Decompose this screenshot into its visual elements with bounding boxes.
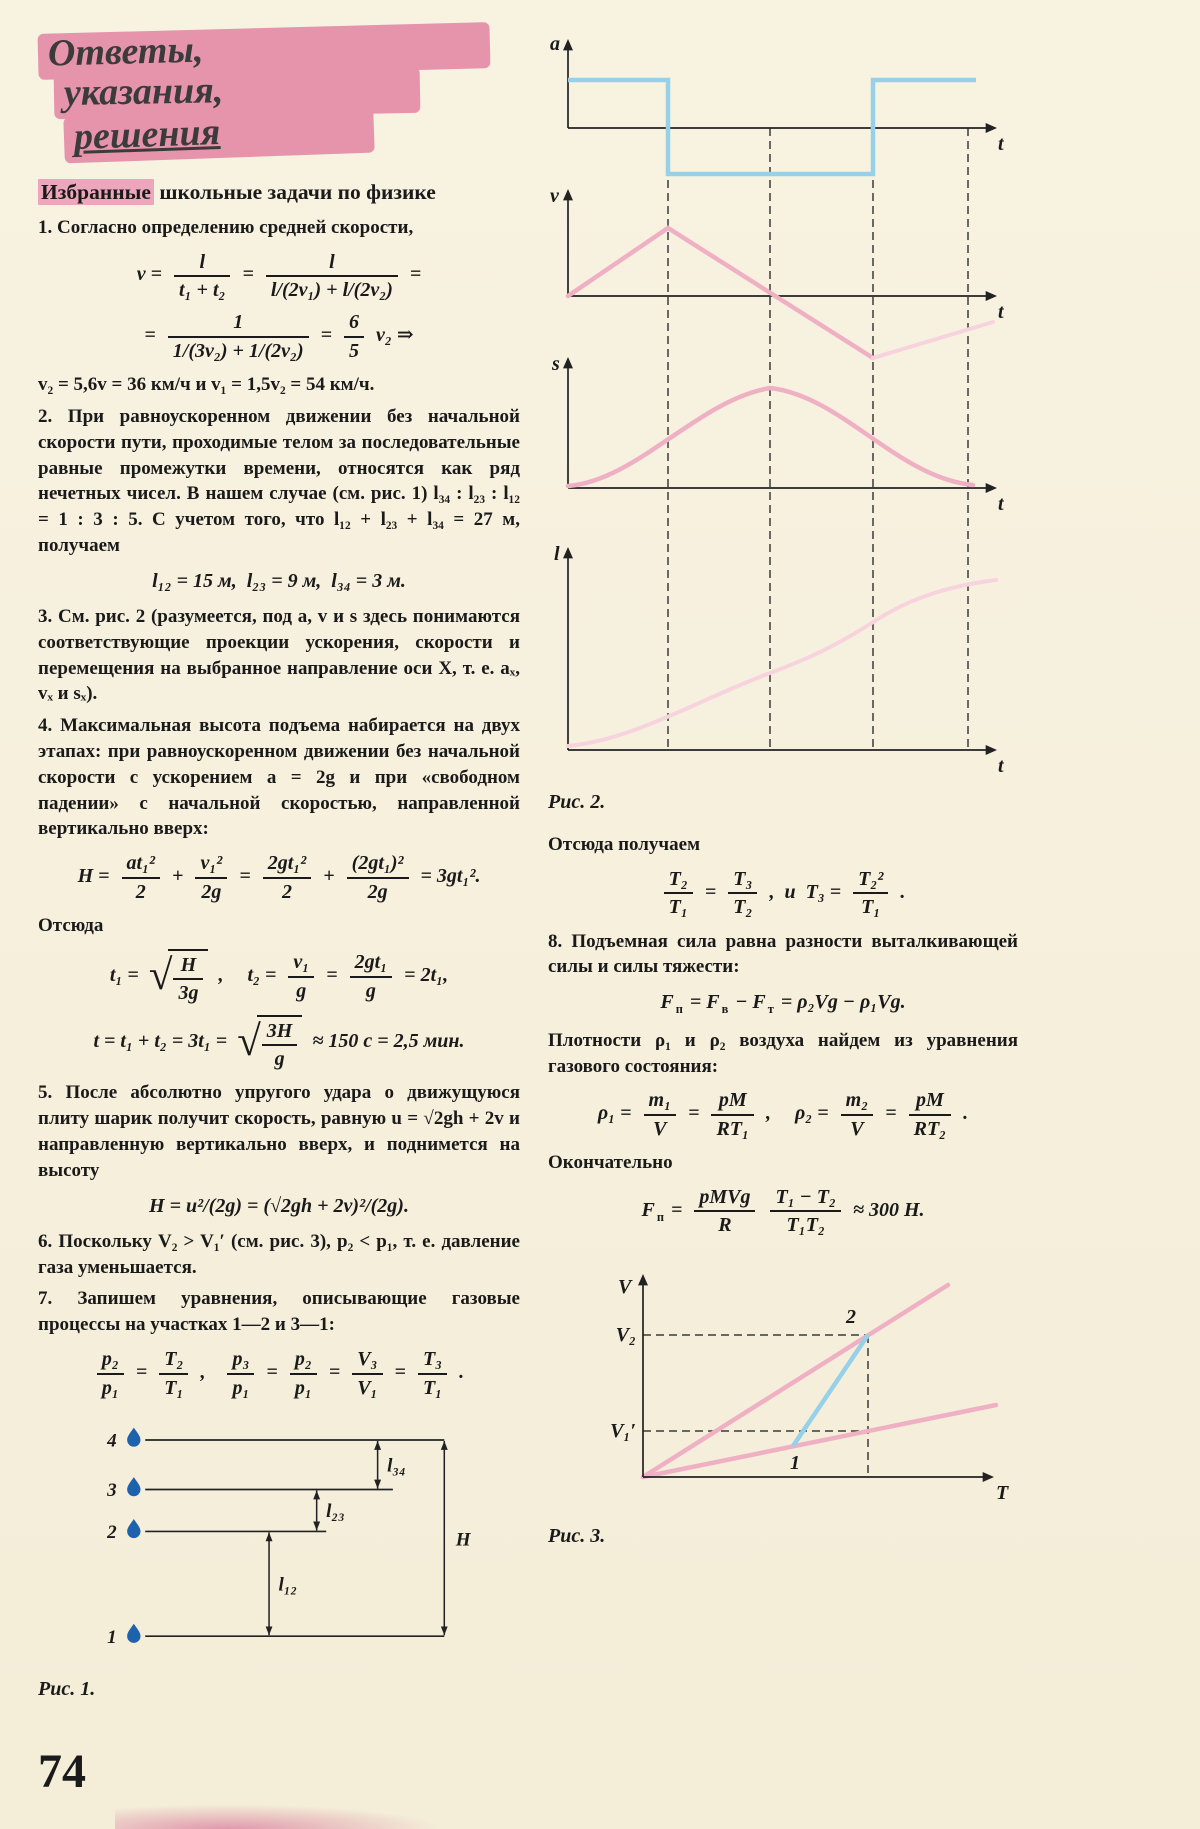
math-text: ρ₂ = — [795, 1102, 829, 1125]
fraction-numerator: 1 — [168, 311, 309, 337]
water-drop-icon — [127, 1624, 140, 1643]
fraction — [227, 1348, 254, 1399]
problem-1-formula-line1 — [38, 251, 520, 302]
problem-5-text: 5. После абсолютно упругого удара о движущуюся плиту шарик получит скорость, равную u = √2gh + 2v и направленную вертикально вверх, и поднимется на высоту — [38, 1082, 520, 1181]
fraction — [694, 1186, 755, 1237]
isochore-line-2 — [643, 1285, 948, 1477]
fraction — [350, 951, 393, 1002]
fraction — [262, 1020, 298, 1071]
figure-2 — [548, 28, 1018, 778]
problem-4-formula-2 — [38, 949, 520, 1005]
graph-pathlength — [554, 543, 1005, 777]
math-text: = — [326, 964, 338, 987]
fraction-numerator: pMVg — [694, 1186, 755, 1212]
fraction-denominator: T₁ — [861, 896, 881, 919]
figure-2-caption: Рис. 2. — [548, 791, 606, 813]
math-text: ≈ 150 с = 2,5 мин. — [312, 1030, 465, 1053]
fraction — [664, 868, 693, 919]
math-text: = — [665, 1199, 683, 1222]
level-number-3: 3 — [107, 1480, 117, 1502]
fraction-denominator: V — [850, 1117, 864, 1140]
velocity-curve — [568, 228, 873, 358]
graph-acceleration — [550, 33, 1005, 174]
problem-8-text: 8. Подъемная сила равна разности выталкивающей силы и силы тяжести: — [548, 930, 1018, 978]
axis-label-T: T — [996, 1481, 1009, 1504]
figure-1 — [90, 1415, 490, 1665]
problem-5-formula — [38, 1194, 520, 1219]
axis-label-t: t — [998, 493, 1004, 515]
dimension-labels — [279, 1455, 472, 1595]
fraction-denominator: T₂ — [733, 896, 753, 919]
pathlength-curve — [568, 580, 996, 746]
fraction-denominator: 5 — [349, 339, 360, 362]
fraction — [266, 251, 398, 302]
problem-8-formula-2 — [548, 1089, 1018, 1140]
title-rest: школьные задачи по физике — [153, 179, 436, 204]
math-text: , — [766, 1102, 786, 1125]
problem-1-formula-line2 — [38, 311, 520, 362]
problem-8-formula-3 — [548, 1186, 1018, 1237]
label-point-1: 1 — [790, 1451, 800, 1474]
fraction — [841, 1089, 874, 1140]
radicand — [168, 949, 208, 1005]
problem-2-result — [38, 569, 520, 594]
fraction-denominator: 2 — [135, 880, 146, 903]
axis-label-t: t — [998, 133, 1004, 155]
fraction — [418, 1348, 447, 1399]
fraction-numerator: at₁² — [122, 852, 161, 878]
fraction-numerator: pM — [711, 1089, 754, 1115]
problem-6-text: 6. Поскольку V₂ > V₁′ (см. рис. 3), p₂ < p₁, т. е. давление газа уменьшается. — [38, 1230, 520, 1278]
axis-label-t: t — [998, 301, 1004, 323]
fraction-denominator: l/(2v₁) + l/(2v₂) — [270, 278, 393, 301]
fraction — [711, 1089, 754, 1140]
fraction-numerator: 3H — [262, 1020, 298, 1046]
level-numbers — [106, 1431, 117, 1648]
math-text: t₂ = — [247, 964, 277, 987]
fraction-denominator: 2 — [281, 880, 292, 903]
fraction-numerator: T₁ − T₂ — [770, 1186, 841, 1212]
fraction-numerator: 2gt₁ — [350, 951, 393, 977]
problem-8-text-2: Плотности ρ₁ и ρ₂ воздуха найдем из уравнения газового состояния: — [548, 1029, 1018, 1077]
fraction-denominator: p₁ — [101, 1376, 119, 1399]
math-text: = — [144, 324, 156, 347]
logo-text-1: Ответы, — [47, 28, 204, 75]
math-text: + — [172, 865, 184, 888]
problem-8-formula-1 — [548, 990, 1018, 1018]
math-text: = — [239, 865, 251, 888]
fraction-numerator: (2gt₁)² — [347, 852, 409, 878]
fraction-numerator: 2gt₁² — [263, 852, 312, 878]
math-text: H = — [77, 865, 110, 888]
axis-label-t: t — [998, 755, 1004, 777]
problem-3-text: 3. См. рис. 2 (разумеется, под a, v и s здесь понимаются соответствующие проекции ускорения, скорости и перемещения на выбранное направление оси X, т. е. aₓ, vₓ и sₓ). — [38, 605, 520, 705]
fraction-numerator: pM — [909, 1089, 952, 1115]
figure-3-caption: Рис. 3. — [548, 1524, 606, 1547]
math-text: = — [394, 1361, 406, 1384]
fraction-denominator: RT₁ — [716, 1117, 749, 1140]
label-H: H — [455, 1529, 471, 1551]
fraction-denominator: g — [274, 1048, 285, 1071]
page-number: 74 — [38, 1745, 86, 1798]
label-V1-prime: V₁′ — [610, 1419, 636, 1442]
fraction-numerator: v₁² — [195, 852, 227, 878]
graph-displacement — [551, 353, 1005, 515]
math-text: t = t₁ + t₂ = 3t₁ = — [93, 1030, 228, 1053]
problem-4-formula-3 — [38, 1015, 520, 1071]
math-text: + — [323, 865, 335, 888]
fraction — [352, 1348, 382, 1399]
math-text: F — [641, 1199, 655, 1222]
water-drop-icon — [127, 1477, 140, 1496]
time-gridlines — [668, 128, 968, 750]
dimension-arrows — [269, 1441, 444, 1635]
math-text: = — [242, 263, 254, 286]
square-root — [237, 1015, 302, 1071]
fraction-denominator: T₁T₂ — [786, 1214, 825, 1237]
fraction-numerator: l — [266, 251, 398, 277]
fraction-numerator: p₂ — [290, 1348, 317, 1374]
fraction — [122, 852, 161, 903]
acceleration-curve — [568, 80, 976, 174]
math-text: − F — [730, 991, 766, 1014]
fraction-denominator: R — [718, 1214, 732, 1237]
fraction — [97, 1348, 124, 1399]
problem-4-formula-1 — [38, 852, 520, 903]
math-text: , — [218, 964, 239, 987]
figure-3 — [548, 1257, 1018, 1512]
math-text: F — [660, 991, 674, 1014]
figure-1-caption: Рис. 1. — [38, 1677, 96, 1700]
math-text: = ρ₂Vg − ρ₁Vg. — [775, 991, 906, 1014]
radical-sign: √ — [148, 952, 173, 1000]
math-text: = — [328, 1361, 341, 1384]
math-text: = — [688, 1102, 700, 1125]
math-text: ≈ 300 Н. — [852, 1199, 925, 1222]
label-V2: V₂ — [615, 1323, 636, 1346]
fraction — [344, 311, 364, 362]
fraction — [853, 868, 888, 919]
fraction-denominator: T₁ — [164, 1376, 184, 1399]
fraction-numerator: l — [174, 251, 230, 277]
fraction-numerator: 6 — [344, 311, 364, 337]
drop-icons — [127, 1428, 140, 1643]
level-number-1: 1 — [107, 1626, 117, 1648]
fraction — [168, 311, 309, 362]
problem-8-text-3: Окончательно — [548, 1152, 673, 1174]
fraction-denominator: t₁ + t₂ — [179, 278, 226, 301]
math-text: = — [320, 324, 333, 347]
section-logo — [38, 28, 520, 158]
problem-2-text: 2. При равноускоренном движении без начальной скорости пути, проходимые телом за последовательные равные промежутки времени, относятся как ряд нечетных чисел. В нашем случае (см. рис. 1) l₃₄ : l₂₃ : l₁₂ = 1 : 3 : 5. С учетом того, что l₁₂ + l₂₃ + l₃₄ = 27 м, получаем — [38, 405, 520, 557]
math-text: , и T₃ = — [769, 880, 842, 903]
math-text: H = u²/(2g) = (√2gh + 2v)²/(2g). — [149, 1194, 409, 1217]
fraction-denominator: 1/(3v₂) + 1/(2v₂) — [172, 339, 304, 362]
math-text: . — [963, 1102, 969, 1125]
continuation-intro: Отсюда получаем — [548, 834, 701, 855]
math-text: = — [135, 1361, 148, 1384]
fraction-denominator: RT₂ — [913, 1117, 947, 1140]
math-text: . — [459, 1361, 465, 1384]
math-text: = — [266, 1361, 278, 1384]
problem-7-text: 7. Запишем уравнения, описывающие газовые процессы на участках 1—2 и 3—1: — [38, 1288, 520, 1336]
figure-1-wrapper — [90, 1415, 520, 1670]
subscript: т — [767, 1002, 774, 1017]
math-text: l₁₂ = 15 м, l₂₃ = 9 м, l₃₄ = 3 м. — [152, 569, 406, 592]
left-column — [38, 28, 520, 1701]
math-text: = 2t₁, — [404, 964, 449, 987]
fraction-numerator: V₃ — [352, 1348, 382, 1374]
logo-text-3: решения — [73, 110, 221, 158]
problem-4-text: 4. Максимальная высота подъема набирается на двух этапах: при равноускоренном движении без начальной скорости с ускорением a = 2g и при «свободном падении» с начальной скоростью, направленной вертикально вверх: — [38, 715, 520, 840]
right-column — [548, 28, 1018, 1701]
math-text: = — [704, 880, 717, 903]
fraction-denominator: V — [653, 1117, 667, 1140]
fraction-numerator: p₃ — [227, 1348, 254, 1374]
fraction-denominator: 2g — [367, 880, 388, 903]
continuation-formula — [548, 868, 1018, 919]
fraction-numerator: T₂² — [853, 868, 888, 894]
radical-sign: √ — [237, 1018, 261, 1066]
subscript: в — [721, 1002, 729, 1017]
fraction-denominator: p₁ — [294, 1376, 312, 1399]
fraction — [347, 852, 409, 903]
graph-velocity — [550, 185, 1005, 358]
fraction-numerator: T₃ — [728, 868, 757, 894]
fraction-denominator: g — [365, 979, 376, 1002]
fraction-denominator: p₁ — [232, 1376, 250, 1399]
title-highlighted-word: Избранные — [38, 179, 154, 205]
pink-smear-artifact — [115, 1805, 435, 1829]
math-text: , — [200, 1361, 216, 1384]
logo-line-3 — [63, 106, 374, 163]
square-root — [149, 949, 209, 1005]
label-l12: l₁₂ — [278, 1574, 298, 1596]
fraction-numerator: H — [173, 954, 203, 980]
math-text: v = — [136, 263, 163, 286]
fraction — [195, 852, 227, 903]
math-text: v₂ ⇒ — [376, 324, 414, 347]
axis-label-l: l — [554, 543, 560, 565]
math-text: = F — [684, 991, 720, 1014]
axis-label-s: s — [552, 353, 560, 375]
velocity-curve-faint — [873, 322, 993, 358]
level-number-2: 2 — [107, 1521, 117, 1543]
fraction-denominator: 3g — [178, 982, 199, 1005]
fraction-denominator: T₁ — [422, 1376, 443, 1399]
math-text: = — [885, 1102, 897, 1125]
logo-text-2: указания, — [63, 69, 224, 114]
fraction — [159, 1348, 188, 1399]
problem-1-result: v₂ = 5,6v = 36 км/ч и v₁ = 1,5v₂ = 54 км/ч. — [38, 374, 375, 396]
math-text: t₁ = — [109, 964, 139, 987]
fraction-numerator: T₂ — [159, 1348, 188, 1374]
math-text: ρ₁ = — [597, 1102, 632, 1125]
fraction — [173, 954, 203, 1005]
problem-7-formula — [38, 1348, 520, 1399]
fraction — [770, 1186, 841, 1237]
water-drop-icon — [127, 1428, 140, 1447]
fraction-denominator: T₁ — [668, 896, 688, 919]
level-number-4: 4 — [107, 1430, 117, 1452]
fraction — [174, 251, 230, 302]
fraction — [263, 852, 312, 903]
fraction-numerator: v₁ — [288, 951, 314, 977]
fraction-numerator: p₂ — [97, 1348, 124, 1374]
fraction — [728, 868, 757, 919]
fraction-numerator: m₁ — [644, 1089, 677, 1115]
fraction-denominator: 2g — [201, 880, 222, 903]
fraction-numerator: T₂ — [664, 868, 693, 894]
problem-4-connector: Отсюда — [38, 915, 104, 937]
axis-label-a: a — [550, 33, 560, 55]
fraction-numerator: T₃ — [418, 1348, 447, 1374]
fraction — [644, 1089, 677, 1140]
fraction — [909, 1089, 952, 1140]
water-drop-icon — [127, 1519, 140, 1538]
label-point-2: 2 — [846, 1305, 856, 1328]
fraction-numerator: m₂ — [841, 1089, 874, 1115]
fraction — [290, 1348, 317, 1399]
fraction — [288, 951, 314, 1002]
page-title — [38, 180, 520, 205]
problem-1-intro: 1. Согласно определению средней скорости, — [38, 216, 414, 238]
math-text: = — [409, 263, 422, 286]
math-text: . — [900, 880, 906, 903]
isochore-line-1 — [643, 1405, 996, 1477]
math-text: = 3gt₁². — [420, 865, 481, 888]
subscript: п — [656, 1210, 664, 1225]
label-l34: l₃₄ — [387, 1455, 406, 1477]
axis-label-v: v — [550, 185, 559, 207]
label-l23: l₂₃ — [326, 1501, 345, 1523]
fraction-denominator: g — [296, 979, 307, 1002]
fraction-denominator: V₁ — [357, 1376, 378, 1399]
process-line-1-2 — [793, 1335, 868, 1446]
axis-label-V: V — [618, 1275, 632, 1298]
radicand — [257, 1015, 303, 1071]
subscript: п — [675, 1002, 683, 1017]
